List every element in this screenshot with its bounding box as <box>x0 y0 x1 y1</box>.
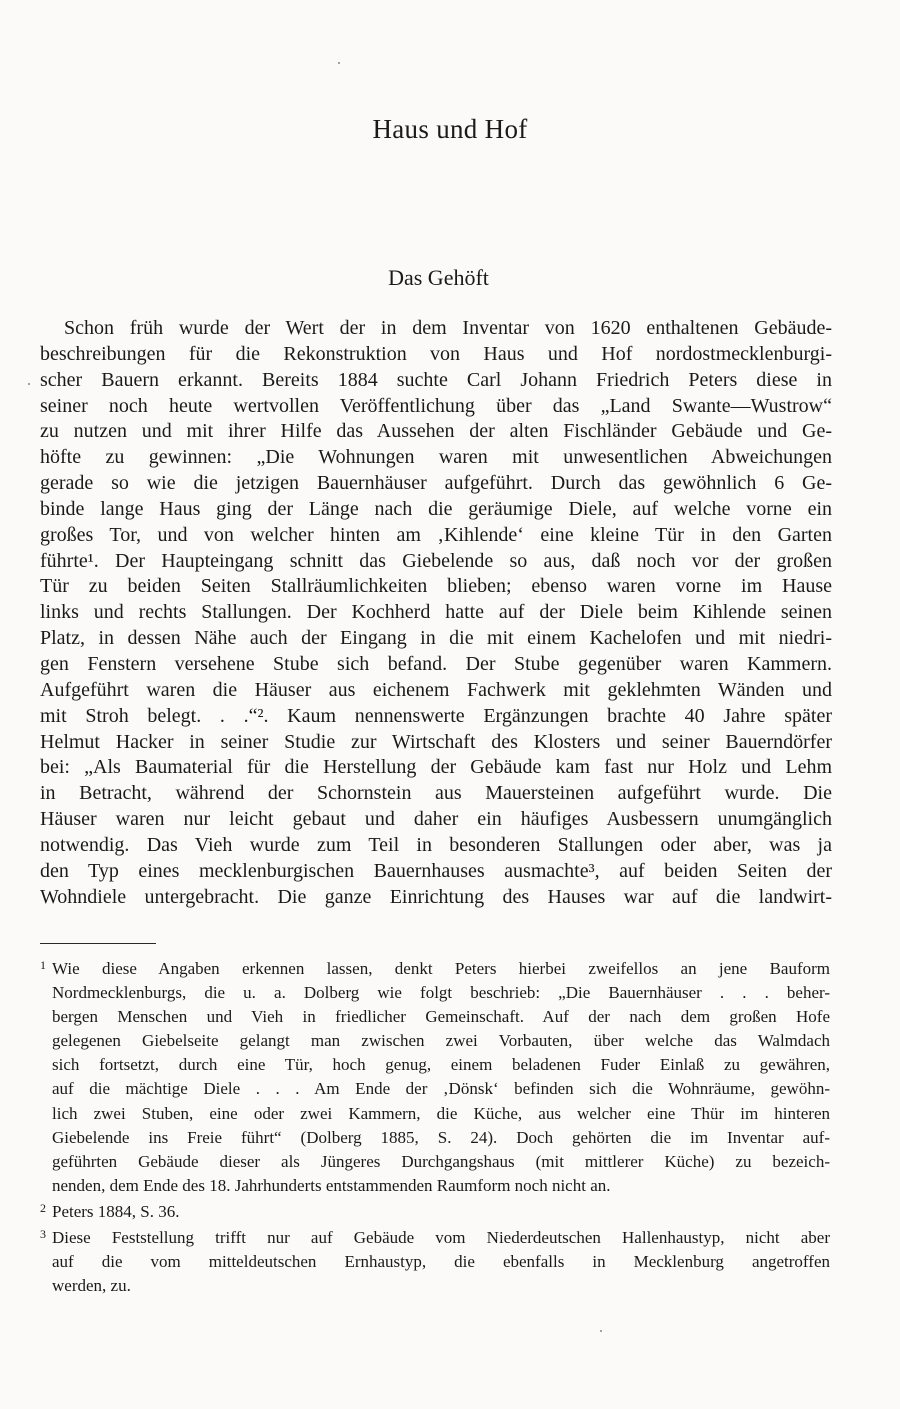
body-line: notwendig. Das Vieh wurde zum Teil in besonderen Stallungen oder aber, was ja <box>40 833 832 856</box>
footnote-line: sich fortsetzt, durch eine Tür, hoch genug, einem beladenen Fuder Einlaß zu gewähren, <box>52 1055 830 1075</box>
footnote-2 <box>40 1200 830 1224</box>
body-line: höfte zu gewinnen: „Die Wohnungen waren mit unwesentlichen Abweichungen <box>40 446 832 469</box>
footnote-line: nenden, dem Ende des 18. Jahrhunderts entstammenden Raumform noch nicht an. <box>52 1175 611 1195</box>
footnote-line: bergen Menschen und Vieh in friedlicher Gemeinschaft. Auf der nach dem großen Hofe <box>52 1007 830 1027</box>
body-line: Schon früh wurde der Wert der in dem Inventar von 1620 enthaltenen Gebäude- <box>64 317 832 339</box>
footnote-line: Diese Feststellung trifft nur auf Gebäude vom Niederdeutschen Hallenhaustyp, nicht aber <box>52 1228 830 1248</box>
paper-speck <box>338 62 340 64</box>
body-text <box>40 316 832 910</box>
body-line: gerade so wie die jetzigen Bauernhäuser aufgeführt. Durch das gewöhnlich 6 Ge- <box>40 472 832 495</box>
footnote-line: gelegenen Giebelseite gelangt man zwischen zwei Vorbauten, über welche das Walmdach <box>52 1031 830 1051</box>
footnote-line: Peters 1884, S. 36. <box>52 1201 180 1221</box>
body-line: Platz, in dessen Nähe auch der Eingang in die mit einem Kachelofen und mit niedri- <box>40 627 832 650</box>
body-line: Tür zu beiden Seiten Stallräumlichkeiten blieben; ebenso waren vorne im Hause <box>40 575 832 598</box>
body-line: seiner noch heute wertvollen Veröffentlichung über das „Land Swante—Wustrow“ <box>40 394 832 417</box>
body-line: den Typ eines mecklenburgischen Bauernhauses ausmachte³, auf beiden Seiten der <box>40 859 832 882</box>
section-title: Das Gehöft <box>388 265 489 290</box>
footnote-line: geführten Gebäude dieser als Jüngeres Durchgangshaus (mit mittlerer Küche) zu bezeich- <box>52 1151 830 1171</box>
footnote-line: auf die vom mitteldeutschen Ernhaustyp, die ebenfalls in Mecklenburg angetroffen <box>52 1252 830 1272</box>
body-line: Wohndiele untergebracht. Die ganze Einrichtung des Hauses war auf die landwirt- <box>40 885 832 908</box>
footnotes <box>40 957 830 1298</box>
footnote-marker: 2 <box>40 1200 46 1215</box>
body-line: in Betracht, während der Schornstein aus Mauersteinen aufgeführt wurde. Die <box>40 782 832 805</box>
body-line: großes Tor, und von welcher hinten am ‚Kihlende‘ eine kleine Tür in den Garten <box>40 523 832 546</box>
body-line: bei: „Als Baumaterial für die Herstellung der Gebäude kam fast nur Holz und Lehm <box>40 756 832 779</box>
footnote-line: werden, zu. <box>52 1276 131 1296</box>
chapter-title: Haus und Hof <box>372 114 528 144</box>
body-line: mit Stroh belegt. . .“². Kaum nennenswerte Ergänzungen brachte 40 Jahre später <box>40 704 832 727</box>
paper-speck <box>28 383 30 385</box>
footnote-line: Nordmecklenburgs, die u. a. Dolberg wie folgt beschrieb: „Die Bauernhäuser . . . beher- <box>52 983 830 1003</box>
footnote-line: auf die mächtige Diele . . . Am Ende der ‚Dönsk‘ befinden sich die Wohnräume, gewöhn- <box>52 1079 830 1099</box>
paper-speck <box>600 1330 602 1332</box>
footnote-line: Wie diese Angaben erkennen lassen, denkt Peters hierbei zweifellos an jene Bauform <box>52 959 830 978</box>
body-line: scher Bauern erkannt. Bereits 1884 suchte Carl Johann Friedrich Peters diese in <box>40 368 832 391</box>
body-line: Häuser waren nur leicht gebaut und daher ein häufiges Ausbessern unumgänglich <box>40 808 832 831</box>
body-line: führte¹. Der Haupteingang schnitt das Giebelende so aus, daß noch vor der großen <box>40 549 832 572</box>
body-line: binde lange Haus ging der Länge nach die geräumige Diele, auf welche vorne ein <box>40 497 832 520</box>
footnote-marker: 1 <box>40 958 46 972</box>
body-line: Helmut Hacker in seiner Studie zur Wirtschaft des Klosters und seiner Bauerndörfer <box>40 730 832 753</box>
body-line: beschreibungen für die Rekonstruktion von Haus und Hof nordostmecklenburgi- <box>40 342 832 365</box>
footnote-marker: 3 <box>40 1227 46 1242</box>
footnote-3 <box>40 1226 830 1298</box>
footnote-1 <box>40 957 830 1198</box>
footnote-separator <box>40 943 156 944</box>
footnote-line: lich zwei Stuben, eine oder zwei Kammern, die Küche, aus welcher eine Thür im hinteren <box>52 1103 830 1123</box>
body-line: zu nutzen und mit ihrer Hilfe das Aussehen der alten Fischländer Gebäude und Ge- <box>40 420 832 443</box>
body-line: Aufgeführt waren die Häuser aus eichenem Fachwerk mit geklehmten Wänden und <box>40 678 832 701</box>
footnote-line: Giebelende ins Freie führt“ (Dolberg 1885, S. 24). Doch gehörten die im Inventar auf- <box>52 1127 830 1147</box>
body-line: gen Fenstern versehene Stube sich befand. Der Stube gegenüber waren Kammern. <box>40 652 832 675</box>
body-line: links und rechts Stallungen. Der Kochherd hatte auf der Diele beim Kihlende seinen <box>40 601 832 624</box>
